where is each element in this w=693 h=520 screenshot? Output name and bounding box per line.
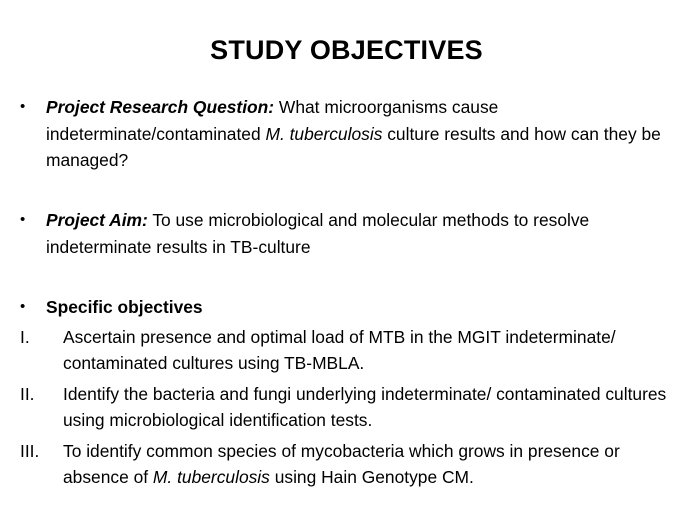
objective-text-a: Ascertain presence and optimal load of MTB in the MGIT indeterminate/ contaminated cultures using TB-MBLA. [63,326,616,373]
objective-text-b: using Hain Genotype CM. [269,467,474,487]
research-question-text-b: culture results and how can they be managed? [46,123,661,170]
objective-text [63,324,675,377]
specific-objectives-heading: Specific objectives [46,297,203,317]
research-question-bullet-row [20,94,675,174]
objective-text-a: To identify common species of mycobacteria which grows in presence or absence of [63,440,620,487]
research-question-text-a: What microorganisms cause indeterminate/contaminated [46,97,499,144]
slide-title: STUDY OBJECTIVES [210,35,483,65]
objective-italic: M. tuberculosis [152,467,270,487]
bullet-icon: • [20,298,26,315]
research-question-text [46,94,675,174]
objective-number: II. [20,383,35,404]
project-aim-block [20,207,675,260]
objective-item [20,324,675,377]
research-question-lead: Project Research Question: [46,97,275,117]
project-aim-body: To use microbiological and molecular methods to resolve indeterminate results in TB-culture [46,210,590,257]
project-aim-lead: Project Aim: [46,210,148,230]
objective-number: III. [20,440,40,461]
objective-item [20,381,675,434]
bullet-icon: • [20,211,26,228]
objective-text [63,381,675,434]
project-aim-text [46,207,675,260]
objective-number: I. [20,326,30,347]
specific-objectives-heading-row [20,294,675,321]
objective-text [63,438,675,491]
research-question-italic: M. tuberculosis [265,123,383,144]
project-aim-bullet-row [20,207,675,260]
research-question-block [20,94,675,174]
objective-text-a: Identify the bacteria and fungi underlying indeterminate/ contaminated cultures using microbiological identification tests. [63,383,667,430]
specific-objectives-block [20,294,675,495]
objective-item [20,438,675,491]
bullet-icon: • [20,98,26,115]
